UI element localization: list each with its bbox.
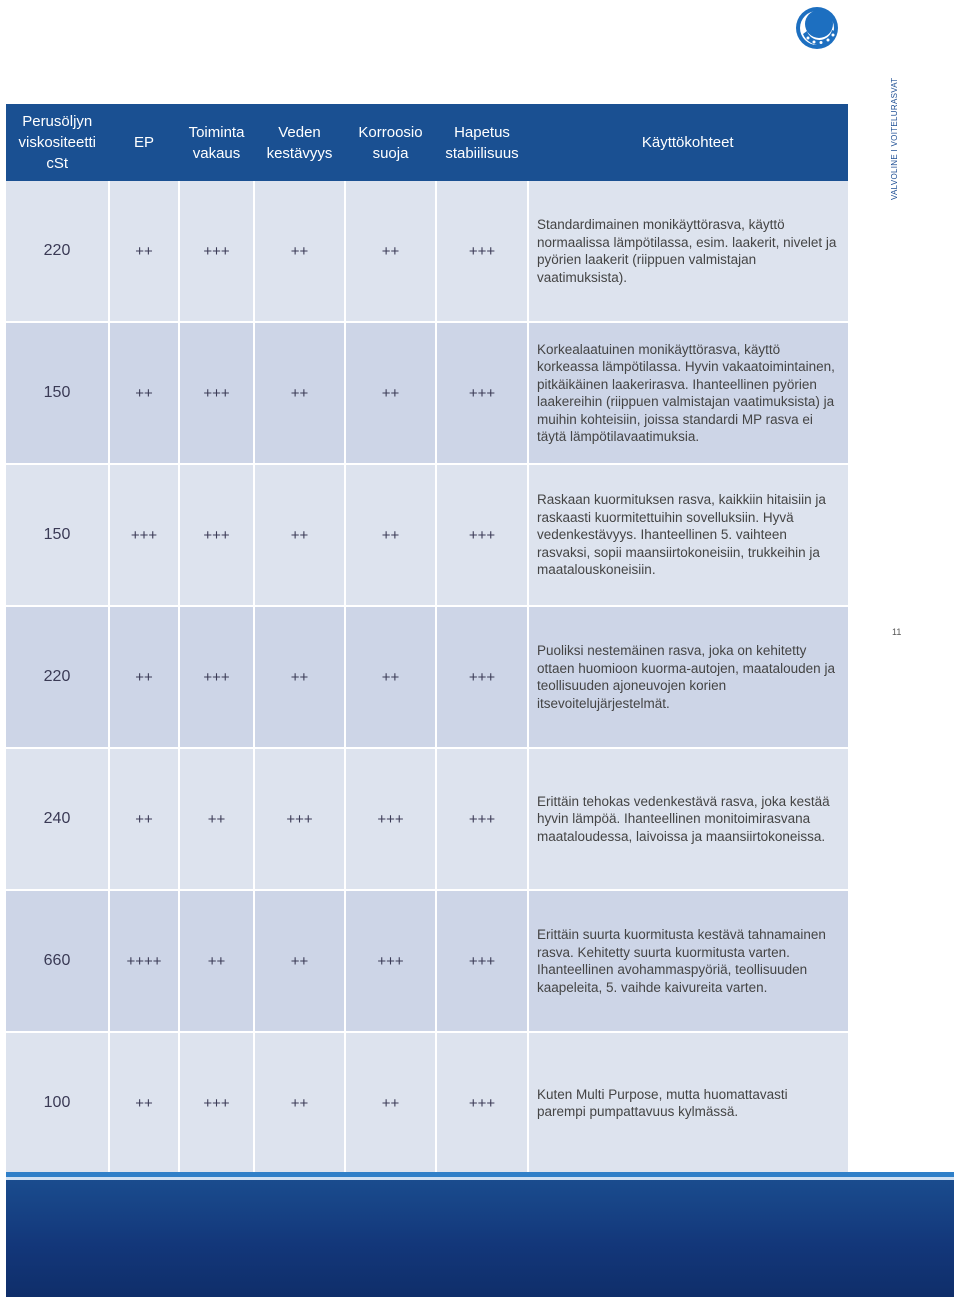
viscosity-cell: 220 bbox=[6, 181, 109, 322]
water-cell: ++ bbox=[254, 181, 345, 322]
application-cell: Erittäin tehokas vedenkestävä rasva, joka kestää hyvin lämpöä. Ihanteellinen monitoimirasvana maataloudessa, laivoissa ja maansiirtokoneissa. bbox=[528, 748, 848, 890]
ep-cell: ++ bbox=[109, 606, 179, 748]
grease-spec-table bbox=[6, 104, 848, 1175]
header-corrosion-protection: Korroosio suoja bbox=[345, 104, 436, 181]
brand-logo bbox=[794, 4, 842, 50]
application-cell: Erittäin suurta kuormitusta kestävä tahnamainen rasva. Kehitetty suurta kuormitusta varten. Ihanteellinen avohammaspyöriä, teollisuuden kaapeleita, 5. vaihde kaivureita varten. bbox=[528, 890, 848, 1032]
header-water-resistance: Veden kestävyys bbox=[254, 104, 345, 181]
stability-cell: ++ bbox=[179, 890, 254, 1032]
application-cell: Korkealaatuinen monikäyttörasva, käyttö korkeassa lämpötilassa. Hyvin vakaatoimintainen, pitkäikäinen laakerirasva. Ihanteellinen pyörien laakereihin (riippuen valmistajan vaatimuksista) ja muihin kohteisiin, joissa standardi MP rasva ei täytä lämpötilavaatimuksia. bbox=[528, 322, 848, 464]
table-row bbox=[6, 748, 848, 890]
header-ep: EP bbox=[109, 104, 179, 181]
viscosity-cell: 100 bbox=[6, 1032, 109, 1174]
ep-cell: ++ bbox=[109, 748, 179, 890]
application-cell: Puoliksi nestemäinen rasva, joka on kehitetty ottaen huomioon kuorma-autojen, maatalouden ja teollisuuden ajoneuvojen korien itsevoitelujärjestelmät. bbox=[528, 606, 848, 748]
corrosion-cell: ++ bbox=[345, 1032, 436, 1174]
water-cell: ++ bbox=[254, 606, 345, 748]
section-label: VALVOLINE I VOITELURASVAT bbox=[890, 77, 899, 200]
water-cell: +++ bbox=[254, 748, 345, 890]
corrosion-cell: ++ bbox=[345, 464, 436, 606]
table-header-row bbox=[6, 104, 848, 181]
corrosion-cell: +++ bbox=[345, 890, 436, 1032]
table-row bbox=[6, 890, 848, 1032]
stability-cell: +++ bbox=[179, 1032, 254, 1174]
header-oxidation-stability: Hapetus stabiilisuus bbox=[436, 104, 528, 181]
header-viscosity: Perusöljyn viskositeetti cSt bbox=[6, 104, 109, 181]
stability-cell: +++ bbox=[179, 464, 254, 606]
application-cell: Kuten Multi Purpose, mutta huomattavasti parempi pumpattavuus kylmässä. bbox=[528, 1032, 848, 1174]
ep-cell: ++ bbox=[109, 181, 179, 322]
stability-cell: +++ bbox=[179, 181, 254, 322]
viscosity-cell: 220 bbox=[6, 606, 109, 748]
oxidation-cell: +++ bbox=[436, 322, 528, 464]
ep-cell: ++ bbox=[109, 322, 179, 464]
header-applications: Käyttökohteet bbox=[528, 104, 848, 181]
water-cell: ++ bbox=[254, 890, 345, 1032]
ep-cell: ++++ bbox=[109, 890, 179, 1032]
oxidation-cell: +++ bbox=[436, 890, 528, 1032]
table-row bbox=[6, 1032, 848, 1174]
viscosity-cell: 240 bbox=[6, 748, 109, 890]
oxidation-cell: +++ bbox=[436, 1032, 528, 1174]
corrosion-cell: +++ bbox=[345, 748, 436, 890]
table-row bbox=[6, 606, 848, 748]
table-row bbox=[6, 322, 848, 464]
oxidation-cell: +++ bbox=[436, 606, 528, 748]
viscosity-cell: 150 bbox=[6, 464, 109, 606]
footer-band bbox=[6, 1180, 954, 1297]
water-cell: ++ bbox=[254, 464, 345, 606]
water-cell: ++ bbox=[254, 322, 345, 464]
oxidation-cell: +++ bbox=[436, 181, 528, 322]
oxidation-cell: +++ bbox=[436, 748, 528, 890]
application-cell: Raskaan kuormituksen rasva, kaikkiin hitaisiin ja raskaasti kuormitettuihin sovelluksiin. Hyvä vedenkestävyys. Ihanteellinen 5. vaihteen rasvaksi, sopii maansiirtokoneisiin, trukkeihin ja maatalouskoneisiin. bbox=[528, 464, 848, 606]
water-cell: ++ bbox=[254, 1032, 345, 1174]
viscosity-cell: 660 bbox=[6, 890, 109, 1032]
table-row bbox=[6, 181, 848, 322]
corrosion-cell: ++ bbox=[345, 606, 436, 748]
application-cell: Standardimainen monikäyttörasva, käyttö normaalissa lämpötilassa, esim. laakerit, nivelet ja pyörien laakerit (riippuen valmistajan vaatimuksista). bbox=[528, 181, 848, 322]
ep-cell: +++ bbox=[109, 464, 179, 606]
corrosion-cell: ++ bbox=[345, 322, 436, 464]
stability-cell: +++ bbox=[179, 606, 254, 748]
viscosity-cell: 150 bbox=[6, 322, 109, 464]
page-number: 11 bbox=[892, 627, 902, 637]
header-stability: Toiminta vakaus bbox=[179, 104, 254, 181]
table-row bbox=[6, 464, 848, 606]
oxidation-cell: +++ bbox=[436, 464, 528, 606]
corrosion-cell: ++ bbox=[345, 181, 436, 322]
stability-cell: ++ bbox=[179, 748, 254, 890]
stability-cell: +++ bbox=[179, 322, 254, 464]
ep-cell: ++ bbox=[109, 1032, 179, 1174]
